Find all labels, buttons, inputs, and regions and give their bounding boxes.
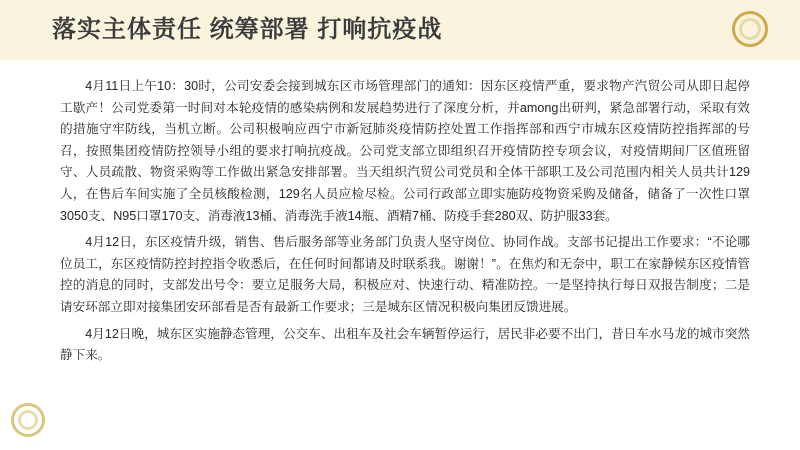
left-accent-strip — [0, 60, 6, 450]
rings-decoration-bottom-left-icon — [8, 400, 52, 444]
paragraph-1: 4月11日上午10：30时，公司安委会接到城东区市场管理部门的通知：因东区疫情严重，要求物产汽贸公司从即日起停工歇产！公司党委第一时间对本轮疫情的感染病例和发展趋势进行了深度分析，并among出研判，紧急部署行动，采取有效的措施守牢防线，当机立断。公司积极响应西宁市新冠肺炎疫情防控处置工作指挥部和西宁市城东区疫情防控指挥部的号召，按照集团疫情防控领导小组的要求打响抗疫战。公司党支部立即组织召开疫情防控专项会议，对疫情期间厂区值班留守、人员疏散、物资采购等工作做出紧急安排部署。当天组织汽贸公司党员和全体干部职工及公司范围内相关人员共计129人，在售后车间实施了全员核酸检测，129名人员应检尽检。公司行政部立即实施防疫物资采购及储备，储备了一次性口罩3050支、N95口罩170支、消毒液13桶、消毒洗手液14瓶、酒精7桶、防疫手套280双、防护服33套。 — [60, 79, 750, 223]
rings-decoration-icon — [728, 9, 772, 53]
body-content — [60, 76, 750, 426]
paragraph-2: 4月12日，东区疫情升级，销售、售后服务部等业务部门负责人坚守岗位、协同作战。支部书记提出工作要求：“不论哪位员工，东区疫情防控封控指令收悉后，在任何时间都请及时联系我。谢谢！”。在焦灼和无奈中，职工在家静候东区疫情管控的消息的同时，支部发出号令：要立足服务大局，积极应对、快速行动、精准防控。一是坚持执行每日双报告制度；二是请安环部立即对接集团安环部看是否有最新工作要求；三是城东区情况积极向集团反馈进展。 — [60, 235, 750, 314]
paragraph-3: 4月12日晚，城东区实施静态管理，公交车、出租车及社会车辆暂停运行，居民非必要不出门，昔日车水马龙的城市突然静下来。 — [60, 326, 750, 363]
page-title: 落实主体责任 统筹部署 打响抗疫战 — [52, 16, 443, 43]
ring-inner-bottom-icon — [18, 410, 38, 430]
ring-inner-icon — [739, 18, 761, 40]
